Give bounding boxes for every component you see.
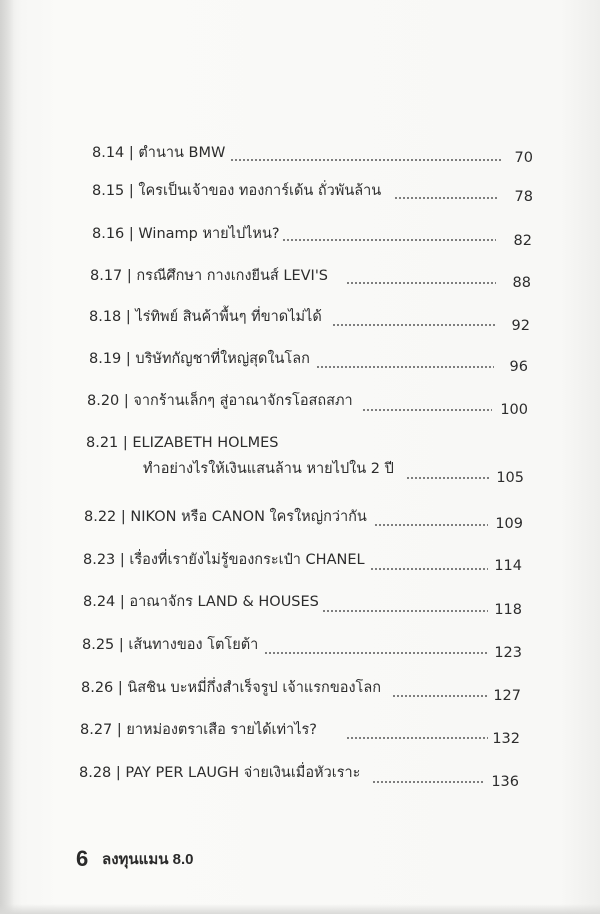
toc-entry-page: 105: [496, 470, 524, 486]
toc-entry: [89, 349, 310, 369]
toc-entry-number: 8.28 |: [79, 765, 121, 781]
toc-entry-number: 8.20 |: [87, 393, 129, 409]
toc-entry-title: Winamp หายไปไหน?: [138, 226, 280, 242]
toc-entry-page: 109: [495, 516, 523, 532]
toc-entry-number: 8.24 |: [83, 594, 125, 610]
toc-entry-title: เรื่องที่เรายังไม่รู้ของกระเป๋า CHANEL: [129, 552, 365, 568]
toc-entry-title: NIKON หรือ CANON ใครใหญ่กว่ากัน: [130, 509, 367, 525]
toc-entry-title: ตำนาน BMW: [138, 145, 226, 161]
toc-leader-dots: [370, 568, 488, 570]
toc-entry: [87, 391, 353, 411]
toc-entry-number: 8.26 |: [81, 680, 123, 696]
toc-entry-page: 70: [514, 150, 533, 166]
toc-entry-title: ELIZABETH HOLMES: [132, 435, 279, 451]
toc-entry-number: 8.19 |: [89, 351, 131, 367]
toc-entry: [92, 181, 381, 201]
toc-entry-title: ยาหม่องตราเสือ รายได้เท่าไร?: [126, 722, 317, 738]
toc-entry: [90, 266, 328, 286]
footer-page-number: 6: [76, 846, 89, 871]
toc-entry: [83, 550, 365, 570]
toc-leader-dots: [346, 737, 488, 739]
toc-entry-title: PAY PER LAUGH จ่ายเงินเมื่อหัวเราะ: [125, 765, 361, 781]
toc-leader-dots: [406, 477, 490, 479]
toc-leader-dots: [332, 324, 495, 326]
toc-entry-title: เส้นทางของ โตโยต้า: [128, 637, 259, 653]
toc-entry: [84, 507, 367, 527]
toc-entry-page: 132: [492, 731, 520, 747]
toc-entry-page: 78: [514, 189, 533, 205]
toc-leader-dots: [316, 366, 494, 368]
toc-entry-number: 8.18 |: [89, 309, 131, 325]
toc-entry-number: 8.21 |: [86, 435, 128, 451]
footer-book-title: ลงทุนแมน 8.0: [102, 851, 194, 868]
toc-entry-title: ไร่ทิพย์ สินค้าพื้นๆ ที่ขาดไม่ได้: [135, 309, 322, 325]
toc-entry-number: 8.27 |: [80, 722, 122, 738]
toc-entry-page: 88: [512, 275, 531, 291]
toc-leader-dots: [230, 159, 502, 161]
toc-entry: [86, 433, 279, 453]
toc-entry: [89, 307, 322, 327]
toc-leader-dots: [362, 409, 492, 411]
toc-entry-page: 114: [494, 558, 522, 574]
toc-leader-dots: [394, 197, 498, 199]
toc-entry-page: 92: [511, 318, 530, 334]
toc-entry-number: 8.17 |: [90, 268, 132, 284]
toc-entry-number: 8.15 |: [92, 183, 134, 199]
toc-entry: [92, 143, 225, 163]
toc-entry-page: 123: [494, 645, 522, 661]
toc-entry-number: 8.14 |: [92, 145, 134, 161]
toc-entry-page: 96: [509, 359, 528, 375]
toc-leader-dots: [372, 781, 484, 783]
toc-leader-dots: [374, 524, 488, 526]
toc-entry-page: 82: [513, 233, 532, 249]
toc-entry-page: 136: [491, 774, 519, 790]
toc-entry-page: 118: [494, 602, 522, 618]
toc-leader-dots: [322, 610, 488, 612]
toc-entry: [79, 763, 360, 783]
toc-entry-page: 127: [493, 688, 521, 704]
toc-entry: [83, 592, 319, 612]
toc-entry: [81, 678, 381, 698]
toc-entry-number: 8.25 |: [82, 637, 124, 653]
toc-leader-dots: [264, 652, 488, 654]
toc-entry-title: กรณีศึกษา กางเกงยีนส์ LEVI'S: [136, 268, 329, 284]
toc-entry-title-continued: ทำอย่างไรให้เงินแสนล้าน หายไปใน 2 ปี: [143, 461, 394, 477]
toc-leader-dots: [282, 239, 496, 241]
toc-entry: [80, 720, 317, 740]
toc-entry-title: นิสชิน บะหมี่กึ่งสำเร็จรูป เจ้าแรกของโลก: [127, 680, 381, 696]
toc-entry-number: 8.16 |: [92, 226, 134, 242]
toc-entry-page: 100: [500, 402, 528, 418]
toc-leader-dots: [392, 695, 488, 697]
toc-entry-number: 8.22 |: [84, 509, 126, 525]
toc-entry-title: บริษัทกัญชาที่ใหญ่สุดในโลก: [135, 351, 310, 367]
toc-leader-dots: [346, 282, 496, 284]
toc-entry-title: จากร้านเล็กๆ สู่อาณาจักรโอสถสภา: [133, 393, 353, 409]
toc-entry-title: ใครเป็นเจ้าของ ทองการ์เด้น ถั่วพันล้าน: [138, 183, 382, 199]
toc-entry-title: อาณาจักร LAND & HOUSES: [129, 594, 319, 610]
toc-entry-number: 8.23 |: [83, 552, 125, 568]
toc-entry: [92, 224, 280, 244]
toc-entry: [82, 635, 258, 655]
